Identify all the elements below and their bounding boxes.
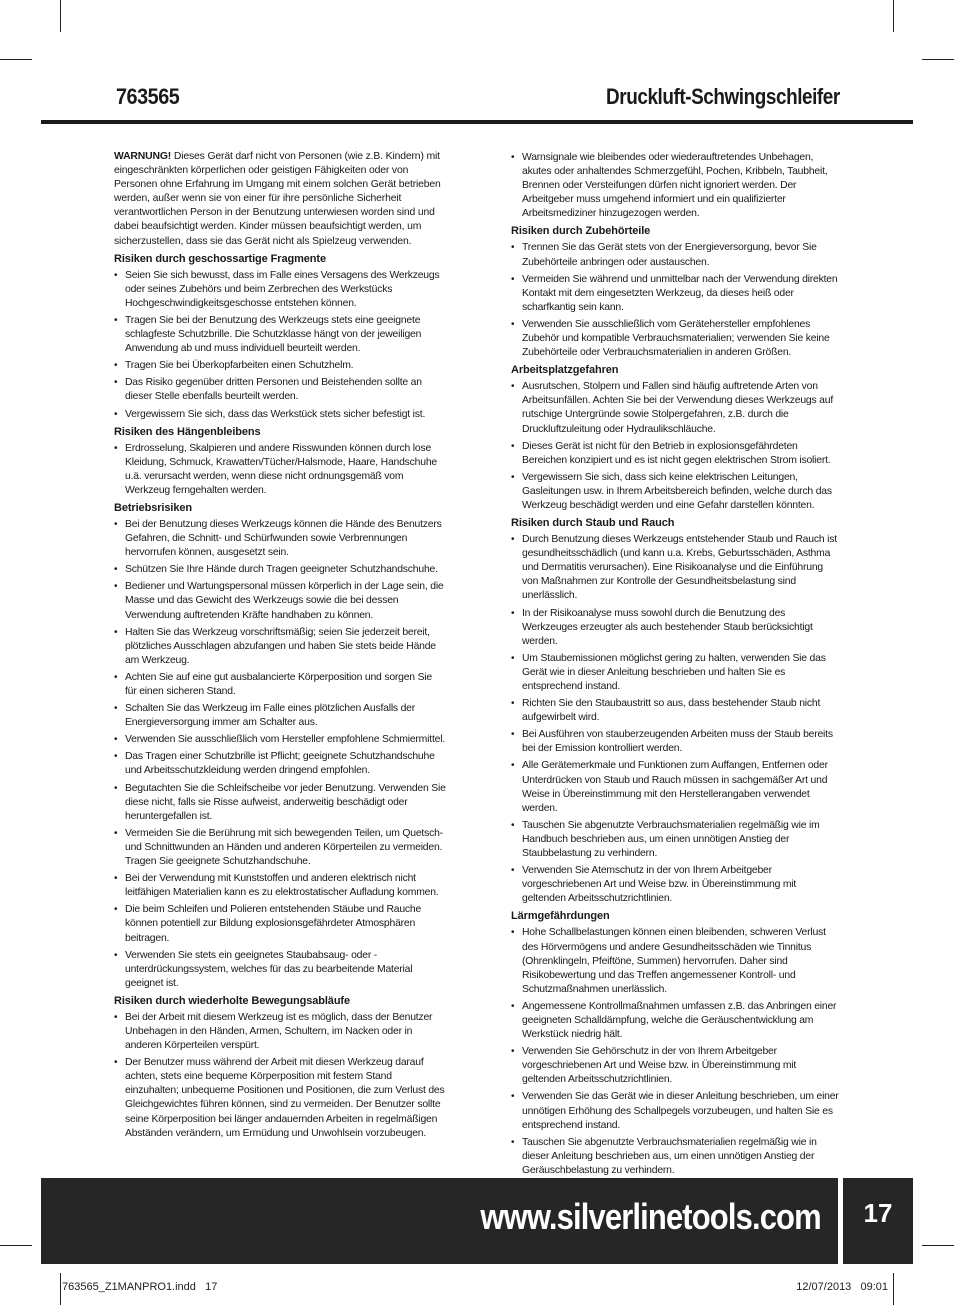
list-item: • Tauschen Sie abgenutzte Verbrauchsmaterialien regelmäßig wie im Handbuch beschrieben aus, um einen unnötigen Anstieg der Staubbelastung zu verhindern. (511, 819, 841, 861)
list-item: • Bei der Benutzung dieses Werkzeugs können die Hände des Benutzers Gefahren, die Schnitt- und Schürfwunden sowie Verbrennungen hervorrufen können, ausgesetzt sein. (114, 518, 446, 560)
list-item: • Begutachten Sie die Schleifscheibe vor jeder Benutzung. Verwenden Sie diese nicht, falls sie Risse aufweist, anderweitig beschädigt oder heruntergefallen ist. (114, 782, 446, 824)
left-column (114, 150, 446, 1144)
bullet-list (114, 518, 446, 991)
list-item: • Um Staubemissionen möglichst gering zu halten, verwenden Sie das Gerät wie in dieser Anleitung beschrieben und halten Sie es entsprechend instand. (511, 652, 841, 694)
list-item: • Richten Sie den Staubaustritt so aus, dass bestehender Staub nicht aufgewirbelt wird. (511, 697, 841, 725)
list-item: • Verwenden Sie das Gerät wie in dieser Anleitung beschrieben, um einer unnötigen Erhöhung des Schallpegels vorzubeugen, und halten Sie es entsprechend instand. (511, 1090, 841, 1132)
list-item: • Verwenden Sie ausschließlich vom Gerätehersteller empfohlenes Zubehör und kompatible Verbrauchsmaterialien; verwenden Sie keine Zubehörteile oder Verbrauchsmaterialien in anderen Größen. (511, 318, 841, 360)
crop-mark (60, 1273, 61, 1305)
page-number: 17 (863, 1198, 893, 1228)
list-item: • Bei Ausführen von stauberzeugenden Arbeiten muss der Staub bereits bei der Emission kontrolliert werden. (511, 728, 841, 756)
list-item: • Tauschen Sie abgenutzte Verbrauchsmaterialien regelmäßig wie in dieser Anleitung beschrieben aus, um einen unnötigen Anstieg der Geräuschbelastung zu verhindern. (511, 1136, 841, 1178)
section-heading: Risiken durch Staub und Rauch (511, 517, 675, 530)
section-heading: Risiken durch wiederholte Bewegungsabläufe (114, 994, 351, 1007)
section-heading: Risiken durch Zubehörteile (511, 225, 651, 238)
list-item: • Tragen Sie bei Überkopfarbeiten einen Schutzhelm. (114, 359, 446, 373)
list-item: • Alle Gerätemerkmale und Funktionen zum Auffangen, Entfernen oder Unterdrücken von Staub und Rauch müssen in sachgemäßer Art und Weise in Übereinstimmung mit den Herstellerangaben verwendet werden. (511, 759, 841, 815)
bullet-list (511, 533, 841, 906)
list-item: • Hohe Schallbelastungen können einen bleibenden, schweren Verlust des Hörvermögens und andere Gesundheitsschäden wie Tinnitus (Ohrenklingeln, Pfeiftöne, Summen) hervorrufen. Daher sind Risikobewertung und das Treffen angemessener Kontroll- und Schutzmaßnahmen unerlässlich. (511, 926, 841, 996)
list-item: • Dieses Gerät ist nicht für den Betrieb in explosionsgefährdeten Bereichen konzipiert und es ist nicht gegen elektrischen Strom isoliert. (511, 440, 841, 468)
list-item: • Verwenden Sie Gehörschutz in der von Ihrem Arbeitgeber vorgeschriebenen Art und Weise bzw. in Übereinstimmung mit geltenden Arbeitsschutzrichtlinien. (511, 1045, 841, 1087)
list-item: • Achten Sie auf eine gut ausbalancierte Körperposition und sorgen Sie für einen sicheren Stand. (114, 671, 446, 699)
list-item: • Schützen Sie Ihre Hände durch Tragen geeigneter Schutzhandschuhe. (114, 563, 446, 577)
warning-paragraph (114, 150, 446, 249)
list-item: • Halten Sie das Werkzeug vorschriftsmäßig; seien Sie jederzeit bereit, plötzliches Ausschlagen abzufangen und haben Sie stets beide Hände am Werkzeug. (114, 626, 446, 668)
list-item: • In der Risikoanalyse muss sowohl durch die Benutzung des Werkzeuges erzeugter als auch bestehender Staub berücksichtigt werden. (511, 607, 841, 649)
page-header (116, 84, 840, 118)
bullet-list (511, 380, 841, 513)
list-item: • Verwenden Sie Atemschutz in der von Ihrem Arbeitgeber vorgeschriebenen Art und Weise bzw. in Übereinstimmung mit geltenden Arbeitsschutzrichtlinien. (511, 864, 841, 906)
list-item: • Durch Benutzung dieses Werkzeugs entstehender Staub und Rauch ist gesundheitsschädlich (und kann u.a. Krebs, Geburtsschäden, Asthma und Dermatitis verursachen). Eine Risikoanalyse und die Einführung von Maßnahmen zur Kontrolle der Gesundheitsbelastung sind unerlässlich. (511, 533, 841, 603)
crop-mark (0, 59, 32, 60)
list-item: • Schalten Sie das Werkzeug im Falle eines plötzlichen Ausfalls der Energieversorgung immer am Schalter aus. (114, 702, 446, 730)
list-item: • Das Tragen einer Schutzbrille ist Pflicht; geeignete Schutzhandschuhe und Arbeitsschutzkleidung werden dringend empfohlen. (114, 750, 446, 778)
crop-mark (0, 1245, 32, 1246)
list-item: • Erdrosselung, Skalpieren und andere Risswunden können durch lose Kleidung, Schmuck, Krawatten/Tücher/Halsmode, Haare, Handschuhe u.ä. verursacht werden, wenn diese nicht ordnungsgemäß vom Werkzeug ferngehalten werden. (114, 442, 446, 498)
right-column (511, 151, 841, 1181)
bullet-list (511, 151, 841, 221)
list-item: • Ausrutschen, Stolpern und Fallen sind häufig auftretende Arten von Arbeitsunfällen. Achten Sie bei der Verwendung dieses Werkzeugs auf rutschige Untergründe sowie Stolpergefahren, z.B. durch die Druckluftzuleitung oder Hydraulikschläuche. (511, 380, 841, 436)
list-item: • Trennen Sie das Gerät stets von der Energieversorgung, bevor Sie Zubehörteile anbringen oder austauschen. (511, 241, 841, 269)
section-heading: Arbeitsplatzgefahren (511, 364, 619, 377)
warning-label: WARNUNG! (114, 151, 172, 162)
crop-mark (893, 0, 894, 32)
crop-mark (922, 1245, 954, 1246)
crop-mark (893, 1273, 894, 1305)
model-number: 763565 (116, 84, 180, 109)
section-heading: Risiken durch geschossartige Fragmente (114, 252, 326, 265)
list-item: • Seien Sie sich bewusst, dass im Falle eines Versagens des Werkzeugs oder seines Zubehörs und beim Zerbrechen des Werkstücks Hochgeschwindigkeitsgeschosse entstehen können. (114, 269, 446, 311)
crop-mark (60, 0, 61, 32)
website-link[interactable]: www.silverlinetools.com (480, 1196, 821, 1237)
list-item: • Der Benutzer muss während der Arbeit mit diesen Werkzeug darauf achten, stets eine bequeme Körperposition mit festem Stand einzuhalten; unbequeme Positionen und Positionen, die zum Verlust des Gleichgewichtes führen können, sind zu vermeiden. Der Benutzer sollte seine Körperposition bei länger andauernden Arbeiten in regelmäßigen Abständen verändern, um Ermüdung und Unwohlsein vorzubeugen. (114, 1056, 446, 1141)
list-item: • Bei der Verwendung mit Kunststoffen und anderen elektrisch nicht leitfähigen Materialien kann es zu elektrostatischer Aufladung kommen. (114, 872, 446, 900)
crop-mark (922, 59, 954, 60)
list-item: • Das Risiko gegenüber dritten Personen und Beistehenden sollte an dieser Stelle ebenfalls beurteilt werden. (114, 376, 446, 404)
bullet-list (511, 926, 841, 1178)
list-item: • Vergewissern Sie sich, dass sich keine elektrischen Leitungen, Gasleitungen usw. in Ihrem Arbeitsbereich befinden, welche durch das Werkzeug beschädigt werden und eine Gefahr darstellen könnten. (511, 471, 841, 513)
list-item: • Tragen Sie bei der Benutzung des Werkzeugs stets eine geeignete schlagfeste Schutzbrille. Die Schutzklasse hängt von der jeweiligen Anwendung ab und muss individuell beurteilt werden. (114, 314, 446, 356)
list-item: • Verwenden Sie ausschließlich vom Hersteller empfohlene Schmiermittel. (114, 733, 446, 747)
list-item: • Die beim Schleifen und Polieren entstehenden Stäube und Rauche können potentiell zur Bildung explosionsgefährdeter Atmosphären beitragen. (114, 903, 446, 945)
list-item: • Bediener und Wartungspersonal müssen körperlich in der Lage sein, die Masse und das Gewicht des Werkzeugs sowie die bei dessen Verwendung auftretenden Kräfte handhaben zu können. (114, 580, 446, 622)
list-item: • Vermeiden Sie die Berührung mit sich bewegenden Teilen, um Quetsch- und Schnittwunden an Händen und anderen Körperteilen zu vermeiden. Tragen Sie geeignete Schutzhandschuhe. (114, 827, 446, 869)
footer-bar (41, 1178, 913, 1264)
bullet-list (114, 269, 446, 422)
list-item: • Bei der Arbeit mit diesem Werkzeug ist es möglich, dass der Benutzer Unbehagen in den Händen, Armen, Schultern, im Nacken oder in anderen Körperteilen verspürt. (114, 1011, 446, 1053)
bullet-list (511, 241, 841, 360)
header-rule (41, 120, 913, 124)
slug-file-info: 763565_Z1MANPRO1.indd 17 (62, 1281, 218, 1293)
product-title: Druckluft-Schwingschleifer (606, 84, 840, 109)
list-item: • Angemessene Kontrollmaßnahmen umfassen z.B. das Anbringen einer geeigneten Schalldämpfung, welche die Geräuschentwicklung am Werkstück niedrig hält. (511, 1000, 841, 1042)
bullet-list (114, 1011, 446, 1141)
section-heading: Lärmgefährdungen (511, 910, 610, 923)
list-item: • Vergewissern Sie sich, dass das Werkstück stets sicher befestigt ist. (114, 408, 446, 422)
slug-timestamp: 12/07/2013 09:01 (796, 1281, 888, 1293)
list-item: • Warnsignale wie bleibendes oder wiederauftretendes Unbehagen, akutes oder anhaltendes Schmerzgefühl, Pochen, Kribbeln, Taubheit, Brennen oder Versteifungen dürfen nicht ignoriert werden. Der Arbeitgeber muss umgehend informiert und ein qualifizierter Arbeitsmediziner hinzugezogen werden. (511, 151, 841, 221)
section-heading: Risiken des Hängenbleibens (114, 425, 261, 438)
list-item: • Vermeiden Sie während und unmittelbar nach der Verwendung direkten Kontakt mit dem eingesetzten Werkzeug, da dieses heiß oder scharfkantig sein kann. (511, 273, 841, 315)
warning-text: Dieses Gerät darf nicht von Personen (wie z.B. Kindern) mit eingeschränkten körperlichen oder geistigen Fähigkeiten oder von Personen ohne Erfahrung im Umgang mit einem solchen Gerät betrieben werden, außer wenn sie von einer für ihre persönliche Sicherheit verantwortlichen Person in der Benutzung unterwiesen worden sind und dabei beaufsichtigt werden. Kinder müssen beaufsichtigt werden, um sicherzustellen, dass sie das Gerät nicht als Spielzeug verwenden. (114, 151, 441, 247)
bullet-list (114, 442, 446, 498)
section-heading: Betriebsrisiken (114, 501, 192, 514)
list-item: • Verwenden Sie stets ein geeignetes Staubabsaug- oder -unterdrückungssystem, welches für das zu bearbeitende Material geeignet ist. (114, 949, 446, 991)
